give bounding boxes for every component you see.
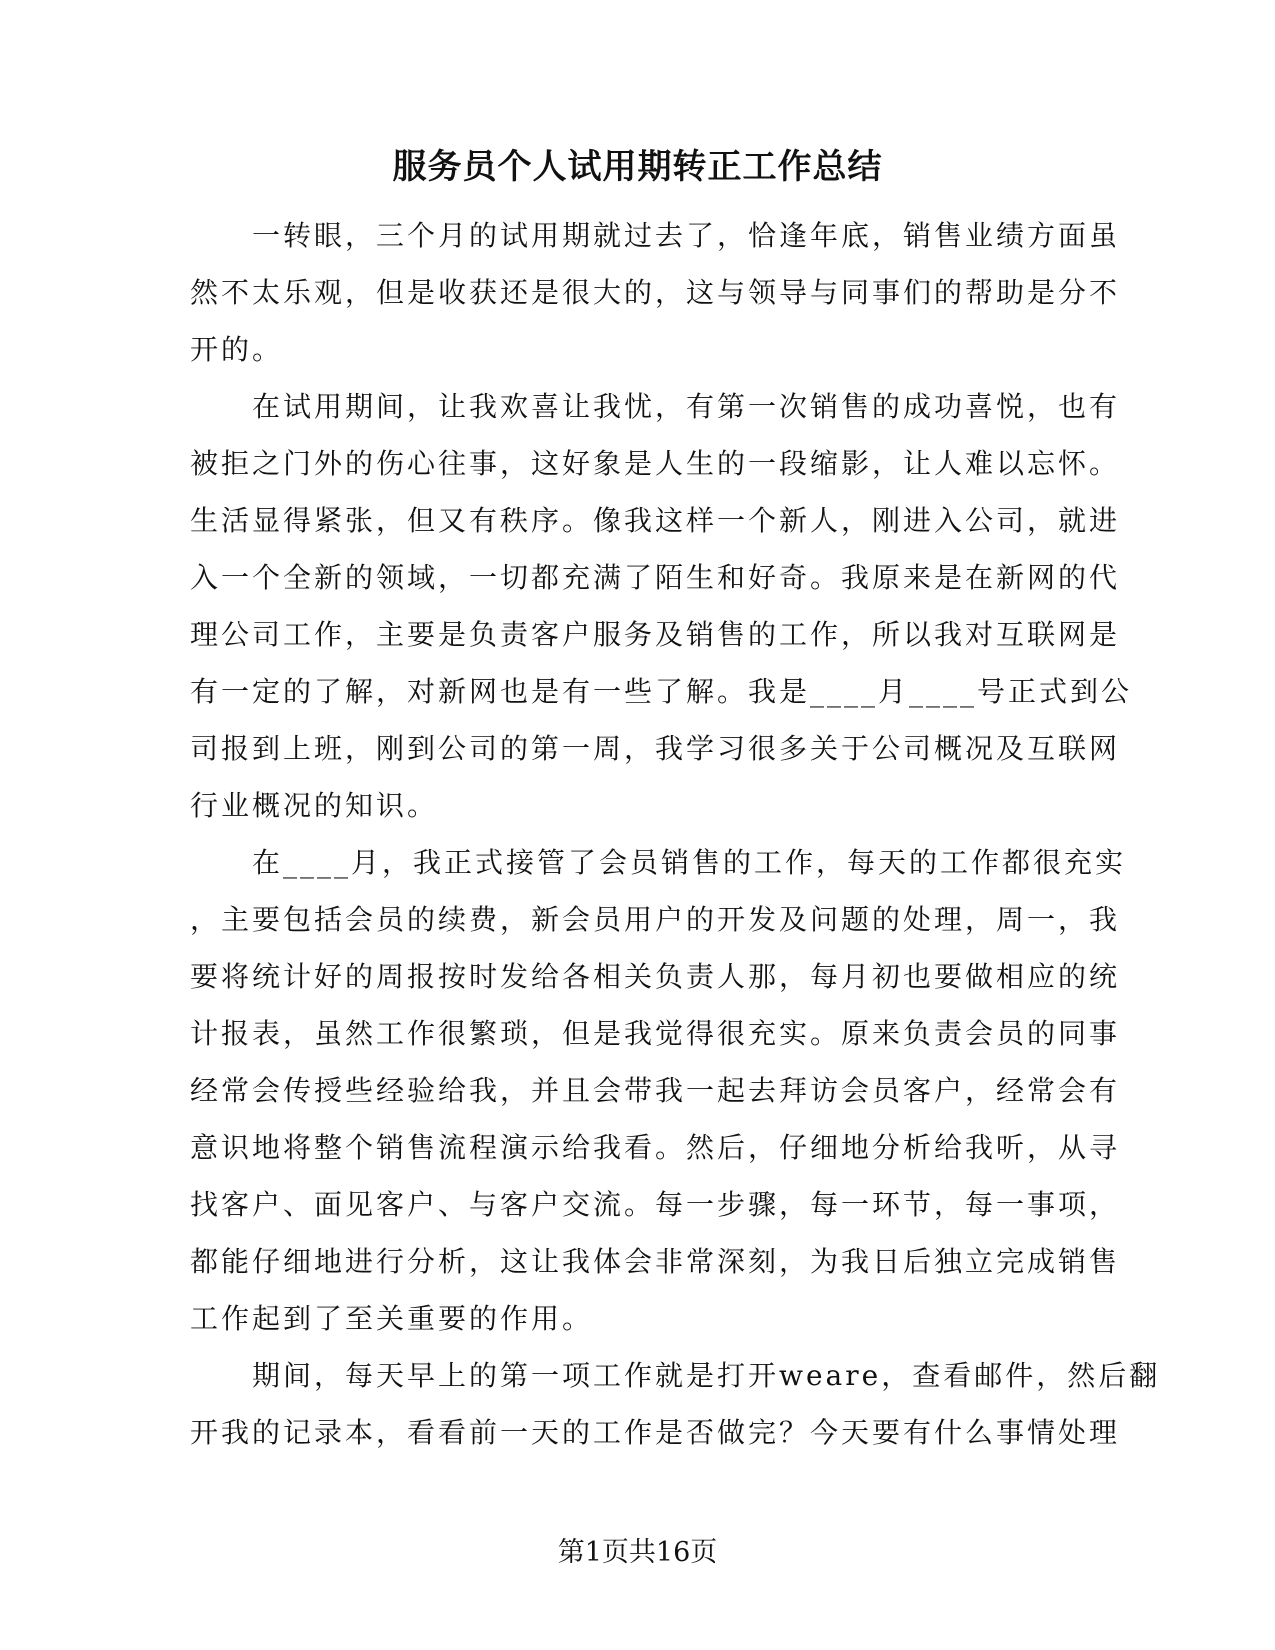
- text-line: 在____月，我正式接管了会员销售的工作，每天的工作都很充实: [190, 846, 1127, 879]
- text-line: 理公司工作，主要是负责客户服务及销售的工作，所以我对互联网是: [190, 618, 1121, 651]
- page-number: 第1页共16页: [557, 1537, 718, 1568]
- text-line: 计报表，虽然工作很繁琐，但是我觉得很充实。原来负责会员的同事: [190, 1017, 1121, 1050]
- text-line: 开的。: [190, 333, 284, 366]
- text-line: 经常会传授些经验给我，并且会带我一起去拜访会员客户，经常会有: [190, 1074, 1121, 1107]
- document-body: [190, 207, 1161, 1461]
- text-line: 有一定的了解，对新网也是有一些了解。我是____月____号正式到公: [190, 675, 1133, 708]
- text-line: 行业概况的知识。: [190, 789, 439, 822]
- text-line: 开我的记录本，看看前一天的工作是否做完？今天要有什么事情处理: [190, 1416, 1121, 1449]
- text-line: 期间，每天早上的第一项工作就是打开weare，查看邮件，然后翻: [190, 1359, 1161, 1392]
- text-line: 入一个全新的领域，一切都充满了陌生和好奇。我原来是在新网的代: [190, 561, 1121, 594]
- text-line: 一转眼，三个月的试用期就过去了，恰逢年底，销售业绩方面虽: [190, 219, 1121, 252]
- text-line: 意识地将整个销售流程演示给我看。然后，仔细地分析给我听，从寻: [190, 1131, 1121, 1164]
- text-line: 生活显得紧张，但又有秩序。像我这样一个新人，刚进入公司，就进: [190, 504, 1121, 537]
- text-line: 都能仔细地进行分析，这让我体会非常深刻，为我日后独立完成销售: [190, 1245, 1121, 1278]
- text-line: 司报到上班，刚到公司的第一周，我学习很多关于公司概况及互联网: [190, 732, 1121, 765]
- text-line: 被拒之门外的伤心往事，这好象是人生的一段缩影，让人难以忘怀。: [190, 447, 1121, 480]
- text-line: 然不太乐观，但是收获还是很大的，这与领导与同事们的帮助是分不: [190, 276, 1121, 309]
- document-title: 服务员个人试用期转正工作总结: [392, 147, 883, 187]
- text-line: ，主要包括会员的续费，新会员用户的开发及问题的处理，周一，我: [190, 903, 1121, 936]
- text-line: 要将统计好的周报按时发给各相关负责人那，每月初也要做相应的统: [190, 960, 1121, 993]
- text-line: 工作起到了至关重要的作用。: [190, 1302, 594, 1335]
- text-line: 在试用期间，让我欢喜让我忧，有第一次销售的成功喜悦，也有: [190, 390, 1121, 423]
- text-line: 找客户、面见客户、与客户交流。每一步骤，每一环节，每一事项，: [190, 1188, 1121, 1221]
